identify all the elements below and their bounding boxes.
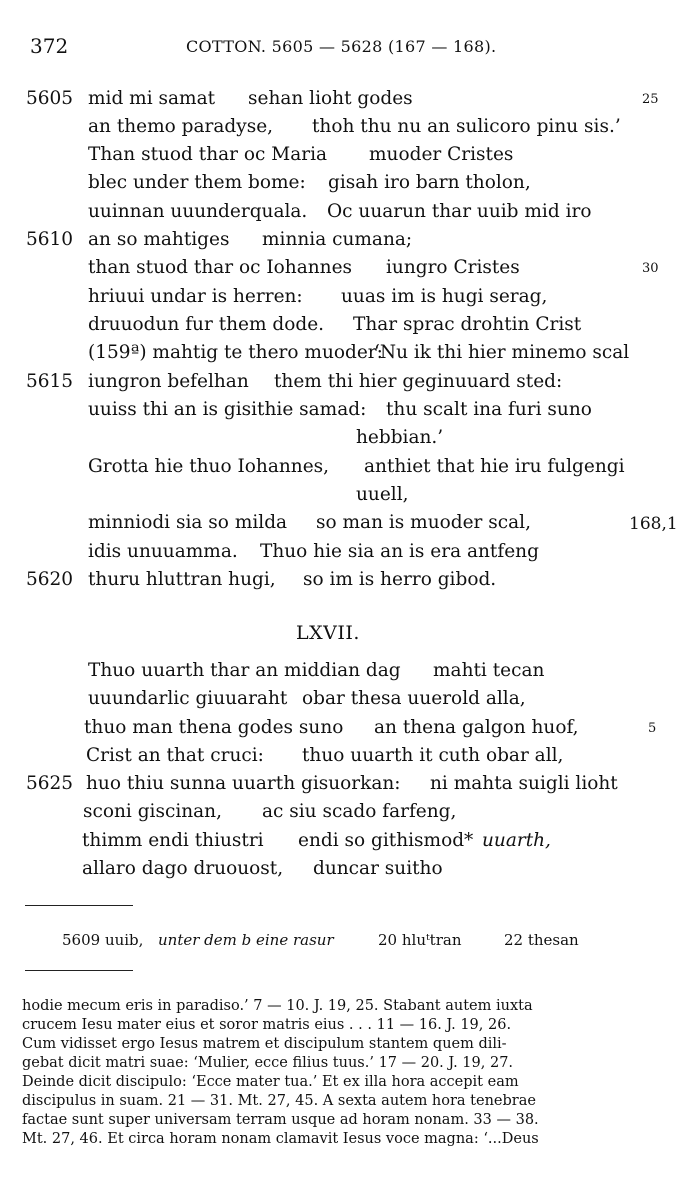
half-line-a: (159ª) mahtig te thero muoder: [88, 342, 383, 363]
latin-line: crucem Iesu mater eius et soror matris eius . . . 11 — 16. J. 19, 26. [22, 1017, 512, 1033]
half-line-a: than stuod thar oc Iohannes [88, 257, 353, 278]
half-line-b: anthiet that hie iru fulgengi [364, 456, 625, 477]
margin-number: 30 [642, 261, 659, 276]
latin-line: gebat dicit matri suae: ‘Mulier, ecce filius tuus.’ 17 — 20. J. 19, 27. [22, 1055, 514, 1071]
half-line-a: uuiss thi an is gisithie samad: [88, 399, 367, 420]
section-title: LXVII. [296, 622, 360, 644]
half-line-b: Oc uuarun thar uuib mid iro [327, 201, 592, 222]
footnote-rule-top [25, 905, 133, 906]
half-line-b: uuell, [356, 484, 409, 505]
footnote-rule-bottom [25, 970, 133, 971]
half-line-a: uuundarlic giuuaraht [88, 688, 288, 709]
half-line-b: muoder Cristes [369, 144, 514, 165]
half-line-b: obar thesa uuerold alla, [302, 688, 526, 709]
apparatus-comment: unter dem b eine rasur [158, 931, 334, 949]
half-line-a: huo thiu sunna uuarth gisuorkan: [86, 773, 401, 794]
latin-line: Mt. 27, 46. Et circa horam nonam clamavit Iesus voce magna: ‘...Deus [22, 1131, 539, 1147]
page-number: 372 [30, 34, 69, 58]
apparatus-note: 20 hluᵗtran [378, 931, 462, 949]
line-number: 5625 [26, 773, 74, 794]
half-line-a: iungron befelhan [88, 371, 249, 392]
italic-emendation: uuarth, [482, 830, 551, 851]
half-line-a: Than stuod thar oc Maria [88, 144, 328, 165]
latin-line: factae sunt super universam terram usque ad horam nonam. 33 — 38. [22, 1112, 539, 1128]
margin-number: 5 [648, 721, 657, 736]
half-line-a: thuo man thena godes suno [84, 717, 344, 738]
apparatus-note: 22 thesan [504, 931, 579, 949]
line-number: 5610 [26, 229, 74, 250]
half-line-a: allaro dago druouost, [82, 858, 284, 879]
latin-line: hodie mecum eris in paradiso.’ 7 — 10. J. 19, 25. Stabant autem iuxta [22, 998, 533, 1014]
half-line-a: Grotta hie thuo Iohannes, [88, 456, 330, 477]
half-line-b: iungro Cristes [386, 257, 520, 278]
half-line-b: thoh thu nu an sulicoro pinu sis.’ [312, 116, 621, 137]
half-line-b: uuas im is hugi serag, [341, 286, 548, 307]
half-line-a: thimm endi thiustri [82, 830, 264, 851]
half-line-b: gisah iro barn tholon, [328, 172, 531, 193]
half-line-b: so man is muoder scal, [316, 512, 531, 533]
half-line-a: an themo paradyse, [88, 116, 274, 137]
latin-line: Cum vidisset ergo Iesus matrem et discipulum stantem quem dili- [22, 1036, 507, 1052]
half-line-b: ni mahta suigli lioht [430, 773, 618, 794]
latin-line: discipulus in suam. 21 — 31. Mt. 27, 45. A sexta autem hora tenebrae [22, 1093, 536, 1109]
half-line-b: duncar suitho [313, 858, 443, 879]
half-line-b: endi so githismod* [298, 830, 474, 851]
half-line-a: thuru hluttran hugi, [88, 569, 276, 590]
half-line-a: Crist an that cruci: [86, 745, 264, 766]
apparatus-ref: 5609 uuib, [62, 931, 144, 949]
half-line-b: so im is herro gibod. [303, 569, 497, 590]
half-line-b: Thuo hie sia an is era antfeng [260, 541, 539, 562]
half-line-b: mahti tecan [433, 660, 545, 681]
half-line-a: uuinnan uuunderquala. [88, 201, 308, 222]
half-line-b: ‘Nu ik thi hier minemo scal [374, 342, 630, 363]
half-line-b: hebbian.’ [356, 427, 444, 448]
half-line-b: thu scalt ina furi suno [386, 399, 592, 420]
margin-number: 25 [642, 92, 659, 107]
running-head: COTTON. 5605 — 5628 (167 — 168). [186, 37, 497, 56]
line-number: 5620 [26, 569, 74, 590]
half-line-a: minniodi sia so milda [88, 512, 288, 533]
margin-number: 168,1 [629, 514, 678, 534]
half-line-a: an so mahtiges [88, 229, 230, 250]
half-line-b: Thar sprac drohtin Crist [353, 314, 582, 335]
half-line-b: them thi hier geginuuard sted: [274, 371, 563, 392]
half-line-a: Thuo uuarth thar an middian dag [88, 660, 401, 681]
half-line-b: minnia cumana; [262, 229, 413, 250]
half-line-a: druuodun fur them dode. [88, 314, 325, 335]
half-line-b: thuo uuarth it cuth obar all, [302, 745, 564, 766]
line-number: 5605 [26, 88, 74, 109]
line-number: 5615 [26, 371, 74, 392]
latin-line: Deinde dicit discipulo: ‘Ecce mater tua.’ Et ex illa hora accepit eam [22, 1074, 519, 1090]
half-line-a: mid mi samat [88, 88, 216, 109]
half-line-b: sehan lioht godes [248, 88, 413, 109]
half-line-b: an thena galgon huof, [374, 717, 579, 738]
half-line-a: blec under them bome: [88, 172, 306, 193]
half-line-a: idis unuuamma. [88, 541, 238, 562]
half-line-a: sconi giscinan, [83, 801, 222, 822]
half-line-b: ac siu scado farfeng, [262, 801, 457, 822]
half-line-a: hriuui undar is herren: [88, 286, 303, 307]
